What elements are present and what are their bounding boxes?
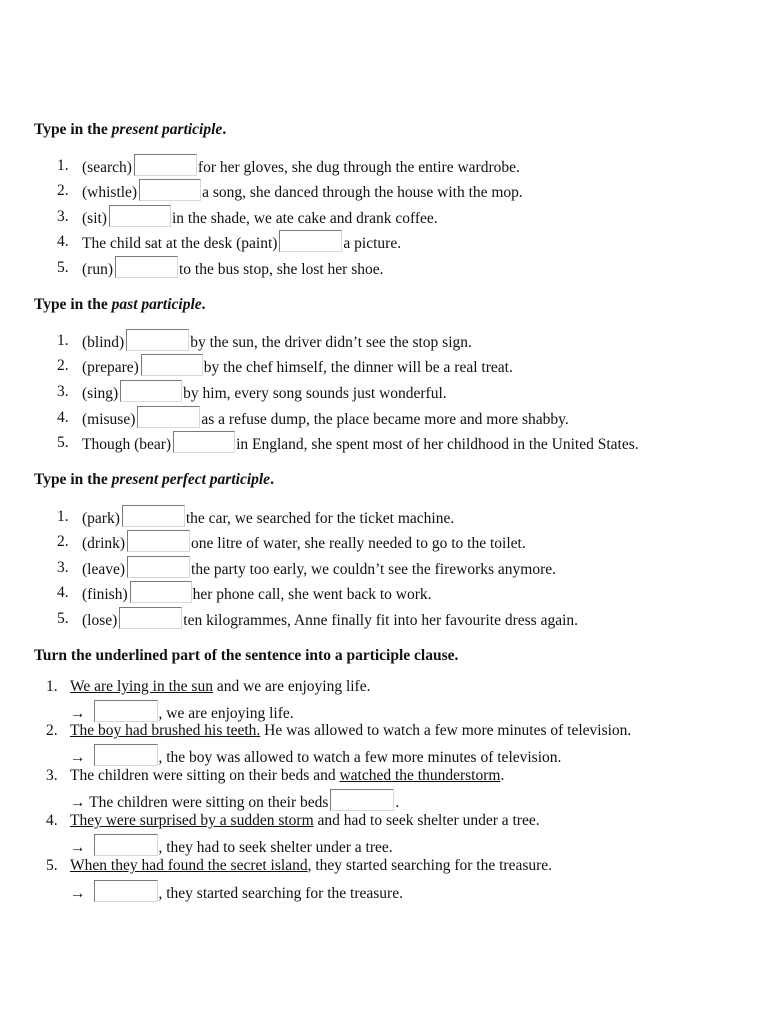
item-number: 5. <box>46 857 58 874</box>
answer-input[interactable] <box>126 329 189 351</box>
answer-suffix: , they had to seek shelter under a tree. <box>158 839 393 856</box>
answer-input[interactable] <box>127 530 190 552</box>
item-text: her phone call, she went back to work. <box>192 586 432 603</box>
arrow-icon: → <box>70 885 86 902</box>
item-number: 1. <box>46 678 58 695</box>
item-number: 4. <box>57 233 69 250</box>
item-number: 5. <box>57 610 69 627</box>
item-prompt: (drink) <box>82 535 126 552</box>
item-prompt: (whistle) <box>82 184 138 201</box>
item-prompt: (search) <box>82 159 132 176</box>
section-1-heading: Type in the present participle. <box>34 121 227 138</box>
item-prompt: The child sat at the desk (paint) <box>82 235 278 252</box>
item-prompt: (finish) <box>82 586 128 603</box>
answer-input[interactable] <box>134 154 197 176</box>
item-prompt: (run) <box>82 261 113 278</box>
item-text: a song, she danced through the house with the mop. <box>202 184 523 201</box>
arrow-icon: → <box>70 749 86 766</box>
arrow-icon: → <box>70 839 86 856</box>
underlined-clause: When they had found the secret island <box>70 857 308 874</box>
item-text: . <box>500 767 505 784</box>
item-number: 1. <box>57 157 69 174</box>
item-prompt: (park) <box>82 510 120 527</box>
section-2-heading: Type in the past participle. <box>34 296 206 313</box>
answer-input[interactable] <box>94 880 158 902</box>
answer-input[interactable] <box>109 205 171 227</box>
item-text: The children were sitting on their beds and <box>70 767 340 784</box>
item-prompt: (sit) <box>82 210 107 227</box>
answer-input[interactable] <box>94 834 158 856</box>
answer-input[interactable] <box>127 556 190 578</box>
answer-suffix: , the boy was allowed to watch a few more minutes of television. <box>158 749 562 766</box>
answer-input[interactable] <box>115 256 178 278</box>
answer-prefix: → The children were sitting on their beds <box>70 794 329 811</box>
item-number: 2. <box>46 722 58 739</box>
section-3-heading: Type in the present perfect participle. <box>34 471 274 488</box>
item-text: the car, we searched for the ticket machine. <box>185 510 455 527</box>
item-number: 4. <box>57 584 69 601</box>
answer-input[interactable] <box>130 581 192 603</box>
item-number: 3. <box>46 767 58 784</box>
answer-input[interactable] <box>94 744 158 766</box>
answer-input[interactable] <box>139 179 201 201</box>
item-text: the party too early, we couldn’t see the fireworks anymore. <box>191 561 557 578</box>
item-text: by him, every song sounds just wonderful. <box>183 385 447 402</box>
item-number: 5. <box>57 434 69 451</box>
item-prompt: (lose) <box>82 612 118 629</box>
item-text: a picture. <box>343 235 402 252</box>
arrow-icon: → <box>70 705 86 722</box>
item-number: 2. <box>57 357 69 374</box>
answer-suffix: , we are enjoying life. <box>158 705 294 722</box>
item-text: for her gloves, she dug through the entire wardrobe. <box>197 159 520 176</box>
underlined-clause: watched the thunderstorm <box>339 767 501 784</box>
item-number: 3. <box>57 208 69 225</box>
item-text: and had to seek shelter under a tree. <box>313 812 540 829</box>
answer-suffix: , they started searching for the treasure. <box>158 885 403 902</box>
item-number: 3. <box>57 559 69 576</box>
item-text: and we are enjoying life. <box>212 678 371 695</box>
item-text: in the shade, we ate cake and drank coffee. <box>171 210 438 227</box>
underlined-clause: We are lying in the sun <box>70 678 213 695</box>
item-text: ten kilogrammes, Anne finally fit into her favourite dress again. <box>183 612 579 629</box>
answer-input[interactable] <box>330 789 394 811</box>
item-text: one litre of water, she really needed to go to the toilet. <box>191 535 526 552</box>
item-number: 1. <box>57 508 69 525</box>
item-text: as a refuse dump, the place became more and more shabby. <box>201 411 569 428</box>
item-text: , they started searching for the treasure. <box>307 857 553 874</box>
item-number: 2. <box>57 533 69 550</box>
item-number: 5. <box>57 259 69 276</box>
answer-input[interactable] <box>137 406 200 428</box>
item-number: 4. <box>57 409 69 426</box>
item-number: 3. <box>57 383 69 400</box>
item-text: He was allowed to watch a few more minutes of television. <box>260 722 632 739</box>
item-prompt: (blind) <box>82 334 125 351</box>
item-prompt: Though (bear) <box>82 436 172 453</box>
item-text: to the bus stop, she lost her shoe. <box>179 261 384 278</box>
answer-input[interactable] <box>122 505 185 527</box>
item-number: 4. <box>46 812 58 829</box>
item-prompt: (sing) <box>82 385 119 402</box>
underlined-clause: They were surprised by a sudden storm <box>70 812 314 829</box>
item-prompt: (prepare) <box>82 359 139 376</box>
answer-input[interactable] <box>279 230 342 252</box>
answer-input[interactable] <box>173 431 235 453</box>
answer-input[interactable] <box>119 607 182 629</box>
item-number: 1. <box>57 332 69 349</box>
item-number: 2. <box>57 182 69 199</box>
underlined-clause: The boy had brushed his teeth. <box>70 722 261 739</box>
item-prompt: (leave) <box>82 561 126 578</box>
item-text: in England, she spent most of her childhood in the United States. <box>236 436 639 453</box>
answer-input[interactable] <box>120 380 182 402</box>
item-prompt: (misuse) <box>82 411 136 428</box>
answer-suffix: . <box>395 794 400 811</box>
section-4-heading: Turn the underlined part of the sentence into a participle clause. <box>34 647 459 664</box>
answer-input[interactable] <box>141 354 203 376</box>
answer-input[interactable] <box>94 700 158 722</box>
item-text: by the sun, the driver didn’t see the stop sign. <box>190 334 472 351</box>
item-text: by the chef himself, the dinner will be a real treat. <box>203 359 513 376</box>
